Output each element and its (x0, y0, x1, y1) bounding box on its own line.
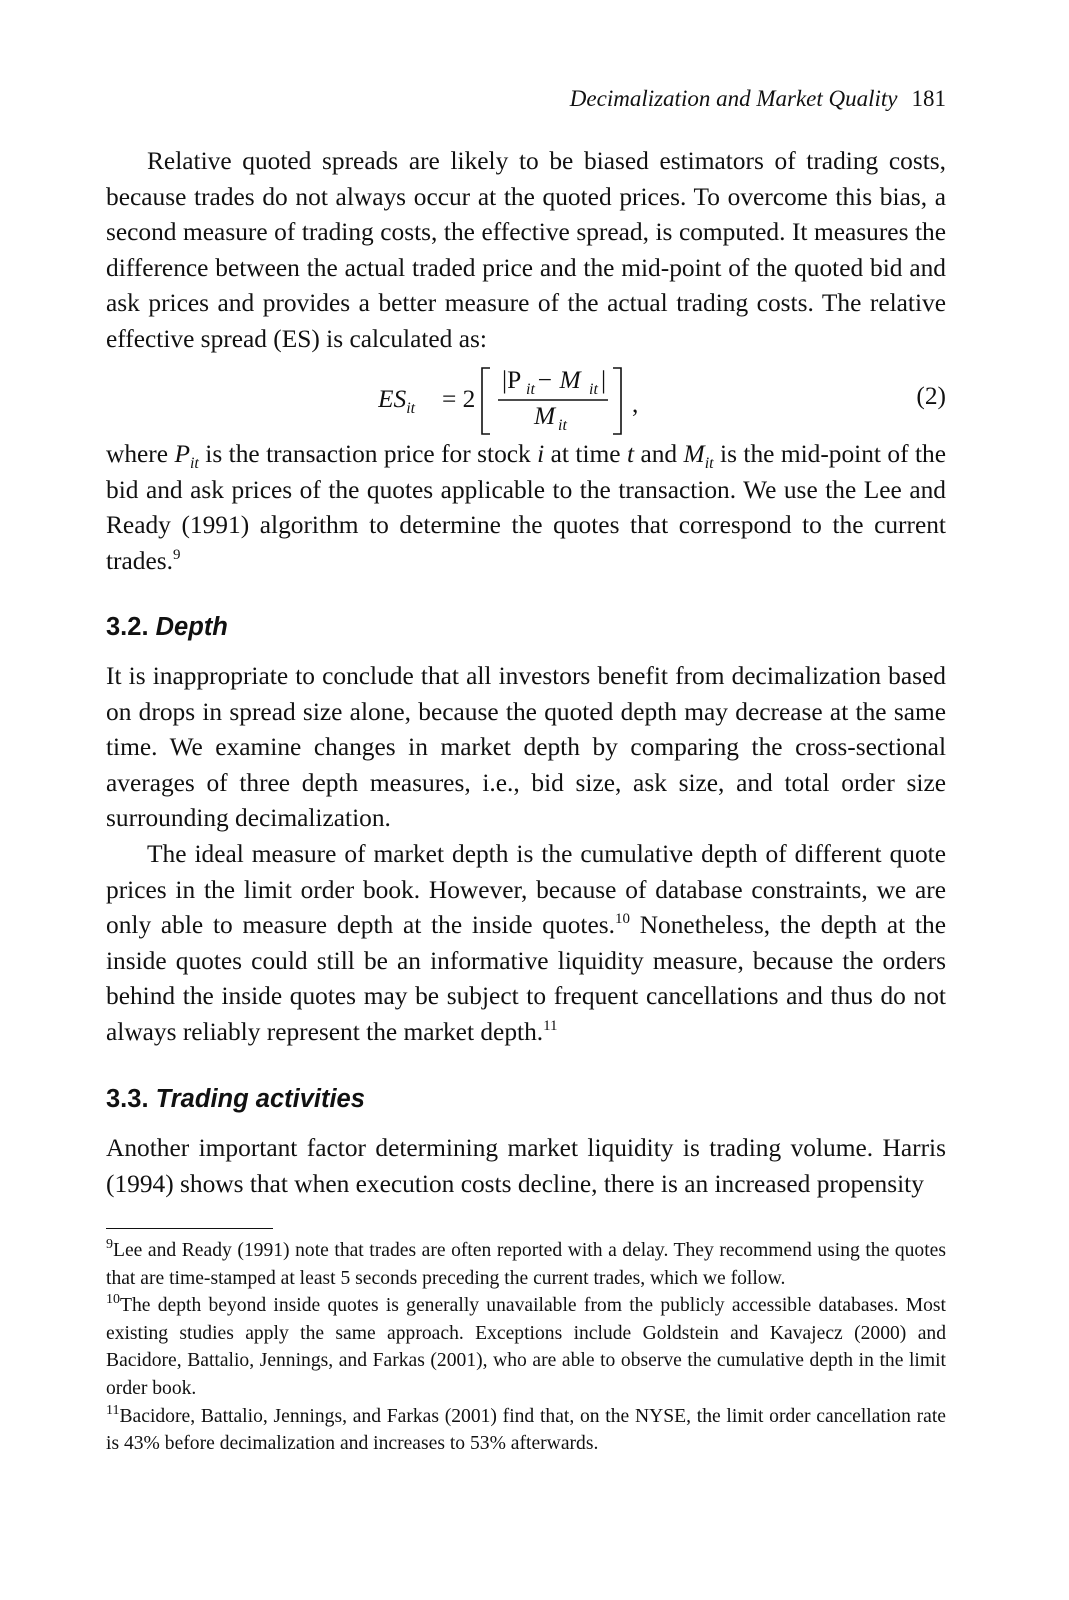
var-i: i (537, 440, 545, 468)
footnote-divider (106, 1228, 273, 1229)
text-run: is the transaction price for stock (198, 440, 538, 468)
svg-text:|P (502, 366, 521, 394)
footnote-text: Lee and Ready (1991) note that trades are often reported with a delay. They recommend using the quotes that are time-stamped at least 5 seconds preceding the current trades, which we follow. (106, 1240, 946, 1289)
var-p: P (174, 440, 190, 468)
eq-num-p: |P (502, 366, 522, 394)
paragraph-effective-spread (106, 144, 946, 358)
eq-lhs-sub: it (406, 400, 416, 417)
equation-effective-spread (106, 360, 946, 440)
var-m-sub: it (704, 455, 714, 472)
text-run: and (634, 440, 684, 468)
paragraph-text: Another important factor determining market liquidity is trading volume. Harris (1994) shows that when execution costs decline, there is an increased propensity (106, 1134, 946, 1198)
footnote-9 (106, 1237, 946, 1292)
footnote-mark: 9 (106, 1237, 113, 1252)
equation-number: (2) (916, 382, 946, 410)
eq-comma: , (632, 390, 639, 418)
section-title: Trading activities (155, 1085, 365, 1113)
running-head (570, 84, 946, 114)
section-number: 3.3. (106, 1085, 149, 1113)
text-run: The ideal measure of market depth is the cumulative depth of different quote prices in the limit order book. However, because of database constraints, we are only able to measure depth at the inside quotes. (106, 839, 946, 940)
eq-equals: = 2 (442, 385, 476, 413)
eq-num-close: | (601, 366, 607, 394)
footnote-text: The depth beyond inside quotes is generally unavailable from the publicly accessible databases. Most existing studies apply the same approach. Exceptions include Goldstein and Kavajecz (2000) and Bacidore, Battalio, Jennings, and Farkas (2001), who are able to observe the cumulative depth in the limit order book. (106, 1295, 946, 1399)
footnote-ref-9[interactable]: 9 (172, 546, 181, 563)
section-title: Depth (155, 613, 228, 641)
eq-num-minus-m: − M (536, 366, 581, 394)
footnote-ref-11[interactable]: 11 (543, 1017, 558, 1034)
text-run: Nonetheless, the depth at the inside quotes could still be an informative liquidity measure, because the orders behind the inside quotes may be subject to frequent cancellations and thus do not always reliably represent the market depth. (106, 911, 946, 1046)
footnote-text: Bacidore, Battalio, Jennings, and Farkas (2001) find that, on the NYSE, the limit order cancellation rate is 43% before decimalization and increases to 53% afterwards. (106, 1405, 946, 1455)
running-head-title: Decimalization and Market Quality (569, 86, 898, 111)
paragraph-text: Relative quoted spreads are likely to be biased estimators of trading costs, because trades do not always occur at the quoted prices. To overcome this bias, a second measure of trading costs, the effective spread, is computed. It measures the difference between the actual traded price and the mid-point of the quoted bid and ask prices and provides a better measure of the actual trading costs. The relative effective spread (ES) is calculated as: (106, 147, 946, 353)
section-body-depth (106, 659, 946, 1051)
paragraph-text: It is inappropriate to conclude that all investors benefit from decimalization based on drops in spread size alone, because the quoted depth may decrease at the same time. We examine changes in market depth by comparing the cross-sectional averages of three depth measures, i.e., bid size, ask size, and total order size surrounding decimalization. (106, 662, 946, 833)
eq-den-sub: it (558, 417, 567, 434)
section-heading-depth (106, 611, 228, 643)
equation-formula (378, 360, 678, 440)
text-run: where (106, 440, 175, 468)
right-bracket (613, 368, 621, 434)
var-m: M (683, 440, 705, 468)
var-t: t (626, 440, 635, 468)
eq-num-p-sub: it (526, 381, 535, 398)
footnote-11 (106, 1403, 946, 1458)
footnote-10 (106, 1292, 946, 1402)
eq-lhs: ES (378, 385, 407, 413)
svg-text:ESit (378, 385, 416, 417)
footnote-mark: 11 (106, 1402, 120, 1418)
eq-den: M (534, 402, 556, 430)
var-p-sub: it (189, 455, 199, 472)
section-body-trading (106, 1131, 946, 1202)
footnote-mark: 10 (106, 1292, 120, 1308)
left-bracket (482, 368, 490, 434)
text-run: is the mid-point of the bid and ask prices of the quotes applicable to the transaction. We use the Lee and Ready (1991) algorithm to determine the quotes that correspond to the current trades. (106, 440, 947, 575)
page-number: 181 (911, 86, 946, 111)
paragraph-variable-definitions (106, 437, 946, 579)
text-run: at time (544, 440, 627, 468)
section-heading-trading (106, 1083, 365, 1115)
eq-num-m-sub: it (589, 381, 598, 398)
footnotes (106, 1237, 946, 1458)
section-number: 3.2. (106, 613, 149, 641)
footnote-ref-10[interactable]: 10 (614, 911, 630, 928)
paragraph-inside-quotes (106, 837, 946, 1051)
